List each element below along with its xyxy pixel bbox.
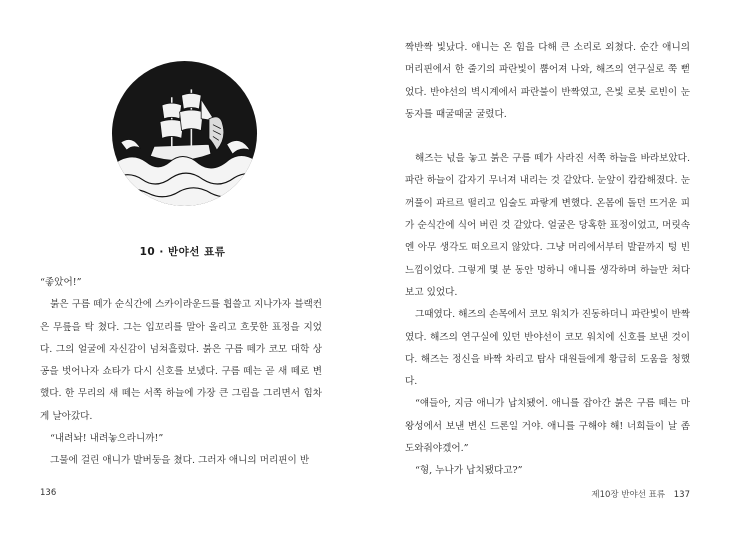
paragraph: 짝반짝 빛났다. 애니는 온 힘을 다해 큰 소리로 외쳤다. 순간 애니의 머리핀에서 한 줄기의 파란빛이 뿜어져 나와, 해즈의 연구실로 쭉 뻗었다. 반야선의 벽시계에서 파란불이 반짝였고, 은빛 로봇 로빈이 눈동자를 때굴때굴 굴렸다.: [405, 42, 690, 120]
paragraph: 해즈는 넋을 놓고 붉은 구름 떼가 사라진 서쪽 하늘을 바라보았다. 파란 하늘이 갑자기 무너져 내리는 것 같았다. 눈앞이 캄캄해졌다. 눈꺼풀이 파르르 떨리고 입술도 파랗게 변했다. 온몸에 돌던 뜨거운 피가 순식간에 식어 버린 것 같았다. 얼굴은 당혹한 표정이었고, 머릿속엔 아무 생각도 떠오르지 않았다. 그냥 머리에서부터 발끝까지 텅 빈 느낌이었다. 그렇게 몇 분 동안 멍하니 애니를 생각하며 하늘만 쳐다보고 있었다.: [405, 153, 690, 298]
paragraph: 붉은 구름 떼가 순식간에 스카이라운드를 휩쓸고 지나가자 블랙컨은 무릎을 탁 쳤다. 그는 입꼬리를 말아 올리고 흐뭇한 표정을 지었다. 그의 얼굴에 자신감이 넘쳐흘렀다. 붉은 구름 떼가 코모 대학 상공을 벗어나자 쇼타가 다시 신호를 보냈다. 구름 떼는 곧 새 떼로 변했다. 한 무리의 새 떼는 서쪽 하늘에 가장 큰 그림을 그리면서 힘차게 날아갔다.: [40, 299, 322, 422]
right-body-text: [405, 37, 690, 483]
chapter-title: 10 · 반야선 표류: [139, 246, 226, 258]
paragraph: “형, 누나가 납치됐다고?”: [415, 465, 523, 477]
paragraph: “내려놔! 내려놓으라니까!”: [50, 433, 164, 445]
left-body-text: [40, 272, 322, 473]
paragraph: “얘들아, 지금 애니가 납치됐어. 애니를 잡아간 붉은 구름 떼는 마왕성에서 보낸 변신 드론일 거야. 애니를 구해야 해! 너희들이 날 좀 도와줘야겠어.”: [405, 398, 690, 455]
paragraph: “좋았어!”: [40, 277, 82, 288]
page-footer-right: [591, 488, 690, 500]
paragraph: 그물에 걸린 애니가 발버둥을 쳤다. 그러자 애니의 머리핀이 반: [50, 455, 310, 467]
page-number-left: 136: [40, 488, 57, 498]
chapter-illustration: [111, 60, 258, 207]
page-number-right: 137: [673, 490, 690, 500]
paragraph: 그때였다. 해즈의 손목에서 코모 워치가 진동하더니 파란빛이 반짝였다. 해즈의 연구실에 있던 반야선이 코모 워치에 신호를 보낸 것이다. 해즈는 정신을 바짝 차리고 탐사 대원들에게 황급히 도움을 청했다.: [405, 309, 690, 388]
right-page: [365, 0, 730, 533]
running-head: 제10장 반야선 표류: [591, 490, 666, 500]
